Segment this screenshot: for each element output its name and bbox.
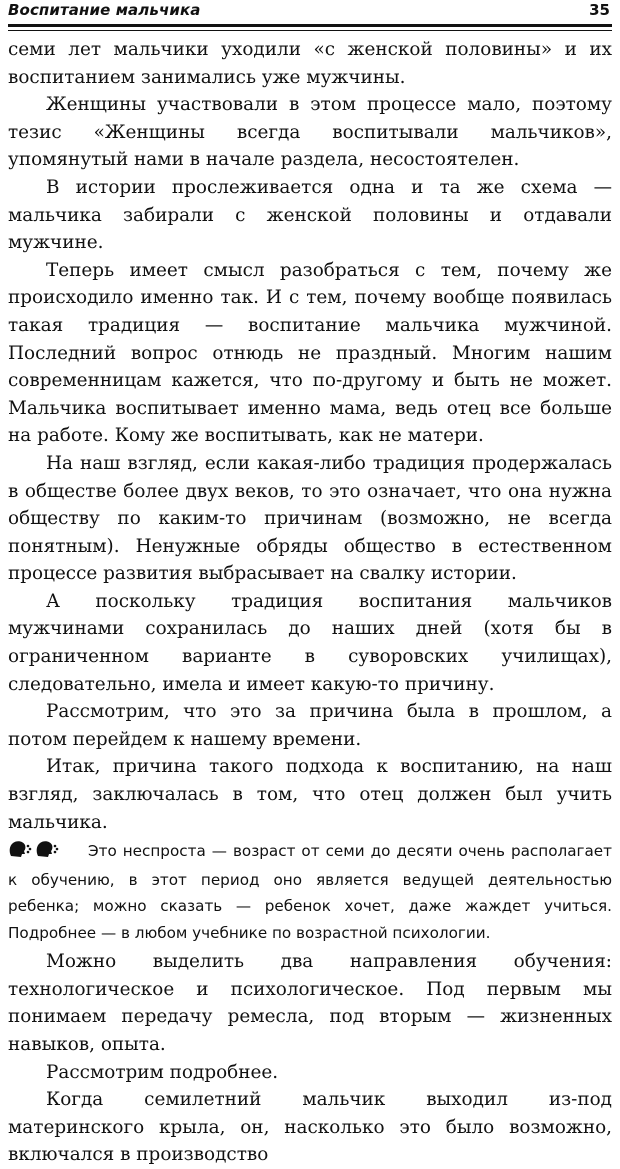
paragraph: В истории прослеживается одна и та же схема — мальчика забирали с женской половины и отдавали мужчине. (8, 176, 612, 254)
body-text (8, 36, 612, 1169)
paragraph: семи лет мальчики уходили «с женской половины» и их воспитанием занимались уже мужчины. (8, 39, 612, 88)
side-note-text: Это неспроста — возраст от семи до десяти очень располагает к обучению, в этот период оно является ведущей деятельностью ребенка; можно сказать — ребенок хочет, даже жаждет учиться. Подробнее — в любом учебнике по возрастной психологии. (8, 842, 612, 942)
page-number: 35 (589, 1, 610, 19)
header-rule (8, 24, 612, 31)
paragraph: Итак, причина такого подхода к воспитанию, на наш взгляд, заключалась в том, что отец должен был учить мальчика. (8, 756, 612, 833)
side-note (8, 838, 612, 946)
running-title: Воспитание мальчика (8, 1, 201, 19)
two-speaking-heads-icon (8, 840, 78, 867)
paragraph: Теперь имеет смысл разобраться с тем, почему же происходило именно так. И с тем, почему вообще появилась такая традиция — воспитание мальчика мужчиной. Последний вопрос отнюдь не праздный. Многим нашим современницам кажется, что по-другому и быть не может. Мальчика воспитывает именно мама, ведь отец все больше на работе. Кому же воспитывать, как не матери. (8, 259, 612, 447)
paragraph: Женщины участвовали в этом процессе мало, поэтому тезис «Женщины всегда воспитывали мальчиков», упомянутый нами в начале раздела, несостоятелен. (8, 94, 612, 171)
paragraph: Когда семилетний мальчик выходил из-под материнского крыла, он, насколько это было возможно, включался в производство (8, 1089, 612, 1166)
paragraph: Можно выделить два направления обучения: технологическое и психологическое. Под первым мы понимаем передачу ремесла, под вторым — жизненных навыков, опыта. (8, 951, 612, 1055)
paragraph: А поскольку традиция воспитания мальчиков мужчинами сохранилась до наших дней (хотя бы в ограниченном варианте в суворовских училищах), следовательно, имела и имеет какую-то причину. (8, 590, 612, 695)
paragraph: На наш взгляд, если какая-либо традиция продержалась в обществе более двух веков, то это означает, что она нужна обществу по каким-то причинам (возможно, не всегда понятным). Ненужные обряды общество в естественном процессе развития выбрасывает на свалку истории. (8, 452, 612, 585)
page-header (8, 0, 612, 26)
paragraph: Рассмотрим, что это за причина была в прошлом, а потом перейдем к нашему времени. (8, 701, 612, 750)
paragraph: Рассмотрим подробнее. (46, 1061, 279, 1083)
